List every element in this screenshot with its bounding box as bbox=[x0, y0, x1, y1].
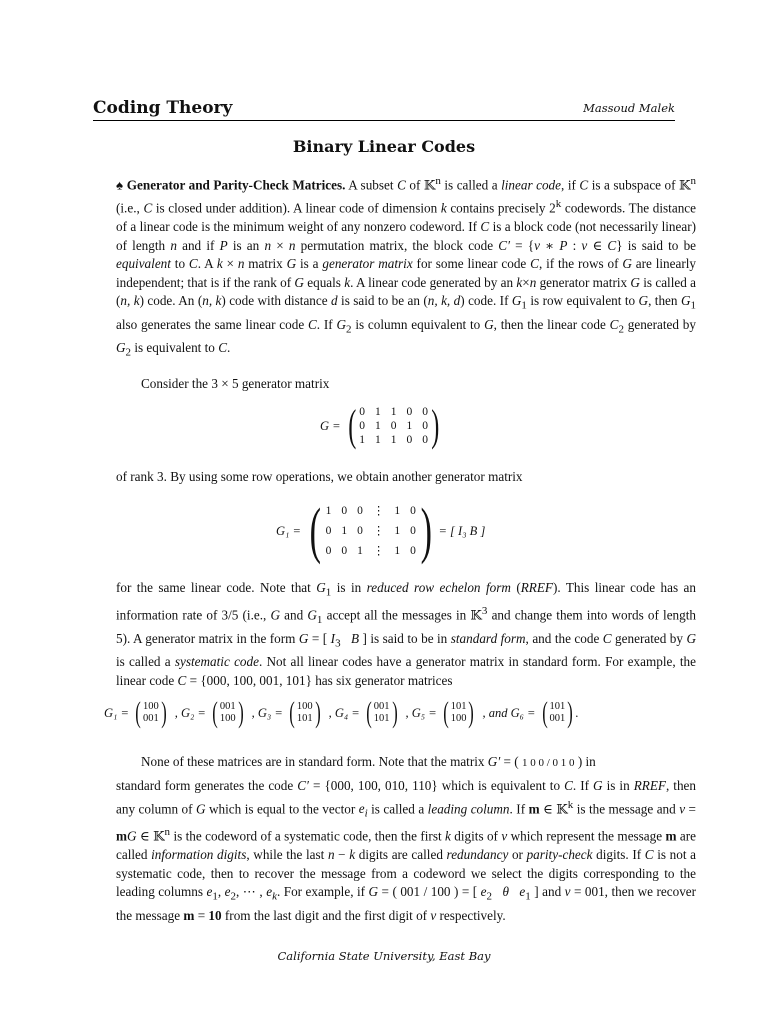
generator-matrix-row: 001 bbox=[219, 701, 236, 712]
matrix-G1-entry: ⋮ bbox=[372, 525, 385, 537]
section-heading: ♠ Generator and Parity-Check Matrices. bbox=[116, 177, 346, 193]
generator-matrix-row: 100 bbox=[296, 701, 313, 712]
paragraph-consider: Consider the 3 × 5 generator matrix bbox=[141, 376, 330, 391]
matrix-G1-entry: 1 bbox=[394, 545, 401, 557]
generator-matrix-row: 100 bbox=[219, 713, 236, 724]
matrix-G-entry: 1 bbox=[406, 420, 413, 432]
page-title: Binary Linear Codes bbox=[292, 137, 476, 156]
generator-matrix-row: 101 bbox=[373, 713, 390, 724]
generator-matrix-entries bbox=[297, 701, 313, 725]
matrix-G-entry: 1 bbox=[390, 406, 397, 418]
matrix-G-entry: 1 bbox=[375, 406, 381, 418]
paragraph-standard: None of these matrices are in standard form. Note that the matrix G′ = ( 1 0 0 / 0 1 0 ) in bbox=[141, 754, 596, 769]
generator-matrix-label: , G₂ = bbox=[174, 705, 206, 720]
six-generator-matrices: G₁ = ( 100 001 ) , G₂ = ( 001 100 ) , G₃ = ( 100 101 ) , G₄ = ( 001 101 ) , G₅ = ( 101 100 ) , and G₆ = ( 101 001 ) . bbox=[104, 696, 579, 729]
generator-matrix-label: , G₃ = bbox=[251, 705, 283, 720]
matrix-G: G = ( 0 1 1 0 0 0 1 0 1 0 1 1 1 0 0 ) bbox=[320, 401, 440, 450]
matrix-G1-entries bbox=[326, 504, 416, 558]
generator-matrix-row: 001 bbox=[142, 713, 159, 724]
generator-matrix-entries bbox=[220, 701, 236, 725]
generator-matrix-row: 100 bbox=[142, 701, 159, 712]
matrix-G1-entry: 1 bbox=[394, 505, 401, 517]
matrix-G-entry: 0 bbox=[406, 406, 413, 418]
matrix-G-entry: 0 bbox=[359, 420, 365, 432]
generator-matrix-entries bbox=[143, 701, 159, 725]
generator-matrix-row: 101 bbox=[450, 701, 467, 712]
generator-matrix-row: 101 bbox=[549, 701, 566, 712]
matrix-G1-entry: 0 bbox=[325, 525, 332, 537]
matrix-G-entry: 0 bbox=[359, 406, 365, 418]
matrix-G-entry: 1 bbox=[390, 434, 397, 446]
paragraph-definitions: ♠ Generator and Parity-Check Matrices. A subset C of 𝕂$^n$ is called a linear code, if C is a subspace of 𝕂$^n$ (i.e., C is closed under addition). A linear code of dimension k contains precisely 2$^k$ codewords. The distance of a linear code is the minimum weight of any nonzero codeword. If C is a block code (not necessarily linear) of length n and if P is an n × n permutation matrix, the block code C′ = {v ∗ P : v ∈ C} is said to be equivalent to C. A k × n matrix G is a generator matrix for some linear code C, if the rows of G are linearly independent; that is if the rank of G equals k. A linear code generated by an k×n generator matrix G is called a (n, k) code. An (n, k) code with distance d is said to be an (n, k, d) code. If $G_1$ is row equivalent to G, then $G_1$ also generates the same linear code C. If $G_2$ is column equivalent to G, then the linear code $C_2$ generated by $G_2$ is equivalent to C. bbox=[116, 175, 697, 359]
header-author: Massoud Malek bbox=[583, 101, 675, 115]
generator-matrix-row: 100 bbox=[450, 713, 467, 724]
paragraph-rank: of rank 3. By using some row operations, we obtain another generator matrix bbox=[116, 469, 523, 484]
page-footer: California State University, East Bay bbox=[277, 949, 491, 963]
matrix-G1-entry: ⋮ bbox=[372, 505, 385, 517]
matrix-G-entry: 0 bbox=[406, 434, 413, 446]
generator-matrix-entries bbox=[550, 701, 566, 725]
generator-matrix-entries bbox=[374, 701, 390, 725]
header-title: Coding Theory bbox=[93, 98, 233, 118]
matrix-G-entry: 0 bbox=[390, 420, 397, 432]
matrix-G-entry: 0 bbox=[422, 420, 428, 432]
matrix-G-entry: 0 bbox=[422, 434, 428, 446]
matrix-G1-entry: 0 bbox=[410, 505, 416, 517]
matrix-G-entry: 1 bbox=[375, 434, 381, 446]
generator-matrix-row: 001 bbox=[549, 713, 566, 724]
matrix-G-entries bbox=[359, 405, 428, 447]
generator-matrix-label: , G₄ = bbox=[328, 705, 360, 720]
matrix-G1-entry: 0 bbox=[410, 525, 416, 537]
matrix-G1-rhs: = [ I₃ B ] bbox=[438, 523, 486, 538]
matrix-G1-entry: 1 bbox=[394, 525, 401, 537]
matrix-G-label: G = bbox=[320, 418, 341, 433]
matrix-G1: G₁ = ( 1 0 0 ⋮ 1 0 0 1 0 ⋮ 1 0 0 0 1 ⋮ 1 0 ) = [ I₃ B ] bbox=[276, 497, 486, 565]
generator-matrix-row: 001 bbox=[373, 701, 390, 712]
matrix-G1-entry: 0 bbox=[357, 505, 363, 517]
matrix-G-entry: 1 bbox=[359, 434, 365, 446]
matrix-G-entry: 1 bbox=[375, 420, 381, 432]
generator-matrix-entries bbox=[451, 701, 467, 725]
matrix-G1-entry: 0 bbox=[410, 545, 416, 557]
paragraph-leading: standard form generates the code C′ = {000, 100, 010, 110} which is equivalent to C. If G is in RREF, then any column of G which is equal to the vector $e_i$ is called a leading column. If m ∈ 𝕂$^k$ is the message and v = mG ∈ 𝕂$^n$ is the codeword of a systematic code, then the first k digits of v which represent the message m are called information digits, while the last n − k digits are called redundancy or parity-check digits. If C is not a systematic code, then to recover the message from a codeword we select the digits corresponding to the leading columns $e_1$, $e_2$, ⋯ , $e_k$. For example, if G = ( 001 / 100 ) = [ $e_2$ θ $e_1$ ] and v = 001, then we recover the message m = 10 from the last digit and the first digit of v respectively. bbox=[116, 778, 697, 923]
generator-matrix-label: , G₅ = bbox=[405, 705, 437, 720]
matrix-G1-entry: 0 bbox=[357, 525, 363, 537]
generator-matrix-label: , and G₆ = bbox=[482, 705, 536, 720]
generator-matrix-row: 101 bbox=[296, 713, 313, 724]
paragraph-rref: for the same linear code. Note that $G_1$ is in reduced row echelon form (RREF). This linear code has an information rate of 3/5 (i.e., G and $G_1$ accept all the messages in 𝕂$^3$ and change them into words of length 5). A generator matrix in the form G = [ $I_3$ B ] is said to be in standard form, and the code C generated by G is called a systematic code. Not all linear codes have a generator matrix in standard form. For example, the linear code C = {000, 100, 001, 101} has six generator matrices bbox=[116, 580, 696, 688]
matrix-G-entry: 0 bbox=[422, 406, 428, 418]
matrix-G1-entry: 1 bbox=[341, 525, 348, 537]
matrix-G1-entry: 1 bbox=[325, 505, 332, 517]
generator-matrix-label: G₁ = bbox=[104, 705, 129, 720]
matrix-G1-entry: 0 bbox=[341, 545, 348, 557]
matrix-G1-label: G₁ = bbox=[276, 523, 301, 538]
running-header bbox=[93, 98, 675, 121]
matrix-G1-entry: ⋮ bbox=[372, 545, 385, 557]
matrix-G1-entry: 0 bbox=[325, 545, 332, 557]
matrix-G1-entry: 1 bbox=[357, 545, 363, 557]
matrix-G1-entry: 0 bbox=[341, 505, 348, 517]
